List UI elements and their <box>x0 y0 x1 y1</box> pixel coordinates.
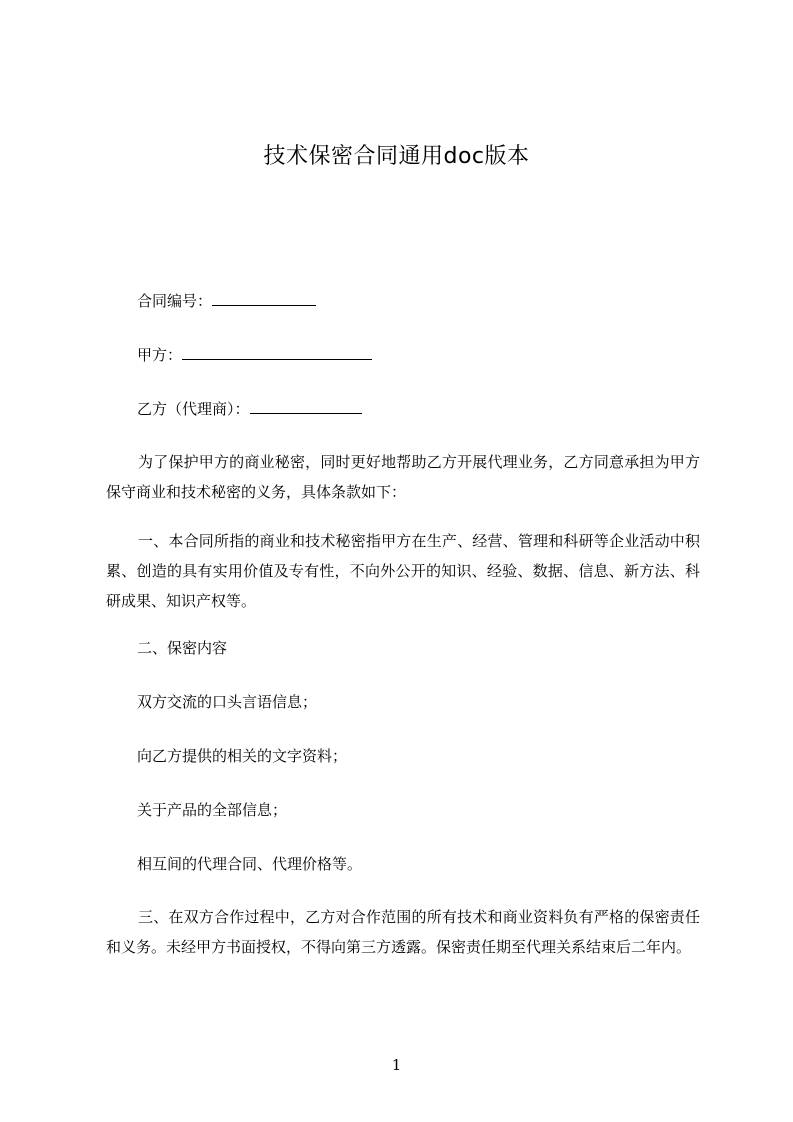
clause-1-paragraph: 一、本合同所指的商业和技术秘密指甲方在生产、经营、管理和科研等企业活动中积累、创造的具有实用价值及专有性，不向外公开的知识、经验、数据、信息、新方法、科研成果、知识产权等。 <box>106 532 700 610</box>
clause-2-item: 双方交流的口头言语信息； <box>137 693 318 711</box>
party-a-label: 甲方： <box>137 346 183 364</box>
contract-number-blank[interactable] <box>212 291 316 306</box>
contract-number-label: 合同编号： <box>137 292 213 310</box>
clause-2-heading: 二、保密内容 <box>137 639 228 657</box>
party-b-line <box>137 399 362 419</box>
clause-2-item: 相互间的代理合同、代理价格等。 <box>137 855 363 873</box>
party-b-label: 乙方（代理商）： <box>137 400 250 418</box>
party-b-blank[interactable] <box>250 399 362 414</box>
contract-number-line <box>137 291 316 311</box>
party-a-blank[interactable] <box>182 345 372 360</box>
page-number: 1 <box>391 1056 402 1074</box>
clause-2-item: 关于产品的全部信息； <box>137 801 288 819</box>
party-a-line <box>137 345 372 365</box>
clause-2-item: 向乙方提供的相关的文字资料； <box>137 747 348 765</box>
clause-3-paragraph: 三、在双方合作过程中，乙方对合作范围的所有技术和商业资料负有严格的保密责任和义务。未经甲方书面授权，不得向第三方透露。保密责任期至代理关系结束后二年内。 <box>106 908 700 956</box>
document-title: 技术保密合同通用doc版本 <box>263 144 530 169</box>
intro-paragraph: 为了保护甲方的商业秘密，同时更好地帮助乙方开展代理业务，乙方同意承担为甲方保守商业和技术秘密的义务，具体条款如下： <box>106 453 700 501</box>
